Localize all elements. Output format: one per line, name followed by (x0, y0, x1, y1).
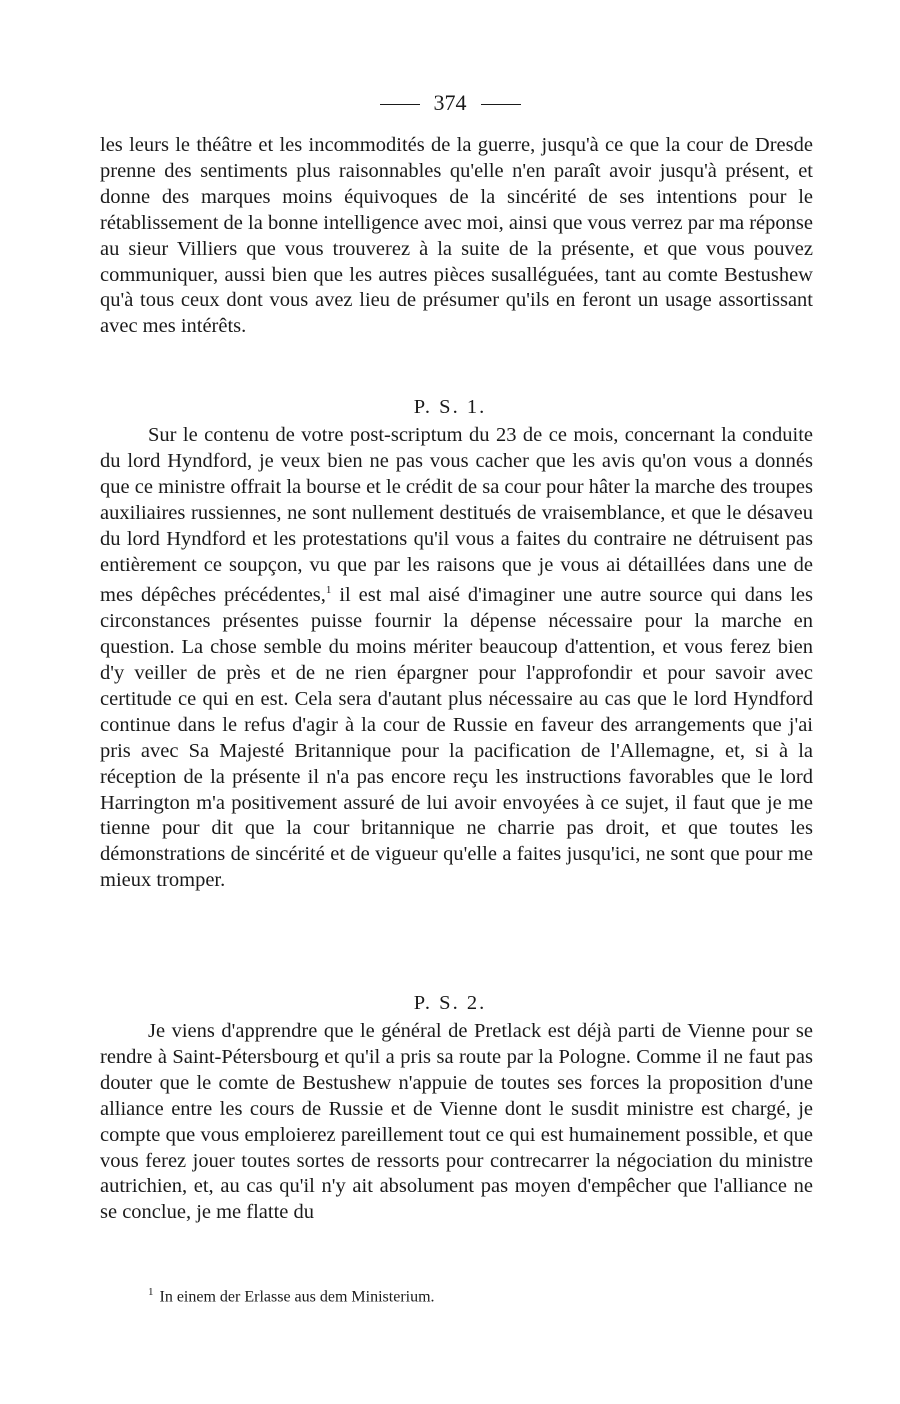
paragraph-2-continuation: il est mal aisé d'imaginer une autre source qui dans les circonstances présentes puisse fournir la dépense nécessaire pour la marche en question. La chose semble du moins mériter beaucoup d'attention, et vous ferez bien d'y veiller de près et de ne rien épargner pour l'approfondir et pour savoir avec certitude ce qui en est. Cela sera d'autant plus nécessaire au cas que le lord Hyndford continue dans le refus d'agir à la cour de Russie en faveur des arrangements que j'ai pris avec Sa Majesté Britannique pour la pacification de l'Allemagne, et, si à la réception de la présente il n'a pas encore reçu les instructions favorables que le lord Harrington m'a positivement assuré de lui avoir envoyées à ce sujet, il faut que je me tienne pour dit que la cour britannique ne charrie pas droit, et que toutes les démonstrations de sincérité et de vigueur qu'elle a faites jusqu'ici, ne sont que pour me mieux tromper. (100, 584, 813, 892)
footnote-text: In einem der Erlasse aus dem Ministerium. (159, 1288, 435, 1306)
paragraph-2-text: Sur le contenu de votre post-scriptum du 23 de ce mois, concernant la conduite du lord Hyndford, je veux bien ne pas vous cacher que les avis qu'on vous a donnés que ce ministre offrait la bourse et le crédit de sa cour pour hâter la marche des troupes auxiliaires russiennes, ne sont nullement destitués de vraisemblance, et que le désaveu du lord Hyndford et les protestations qu'il vous a faites du contraire ne détruisent pas entièrement ce soupçon, vu que par les raisons que je vous ai détaillées dans une de mes dépêches précédentes, (100, 424, 813, 607)
header-rule-right (481, 104, 521, 105)
footnote-reference: 1 (325, 584, 332, 597)
body-paragraph-3: Je viens d'apprendre que le général de Pretlack est déjà parti de Vienne pour se rendre à Saint-Pétersbourg et qu'il a pris sa route par la Pologne. Comme il ne faut pas douter que le comte de Bestushew n'appuie de toutes ses forces la proposition d'une alliance entre les cours de Russie et de Vienne dont le susdit ministre est chargé, je compte que vous emploierez pareillement tout ce qui est humainement possible, et que vous ferez jouer toutes sortes de ressorts pour contrecarrer la négociation du ministre autrichien, et, au cas qu'il n'y ait absolument pas moyen d'empêcher que l'alliance ne se conclue, je me flatte du (100, 1020, 813, 1224)
body-paragraph-2 (100, 423, 813, 894)
page-header (0, 88, 900, 118)
page-number: 374 (433, 90, 467, 115)
footnote (148, 1281, 808, 1308)
footnote-mark: 1 (148, 1286, 154, 1298)
postscript-heading-1: P. S. 1. (413, 396, 487, 418)
body-paragraph-1: les leurs le théâtre et les incommodités de la guerre, jusqu'à ce que la cour de Dresde prenne des sentiments plus raisonnables qu'elle n'en paraît avoir jusqu'à présent, et donne des marques moins équivoques de la sincérité de ses intentions pour le rétablissement de la bonne intelligence avec moi, ainsi que vous verrez par ma réponse au sieur Villiers que vous trouverez à la suite de la présente, et que vous pouvez communiquer, aussi bien que les autres pièces susalléguées, tant au comte Bestushew qu'à tous ceux dont vous avez lieu de présumer qu'ils en feront un usage assortissant avec mes intérêts. (100, 134, 813, 338)
postscript-heading-2: P. S. 2. (413, 992, 487, 1014)
header-rule-left (380, 104, 420, 105)
